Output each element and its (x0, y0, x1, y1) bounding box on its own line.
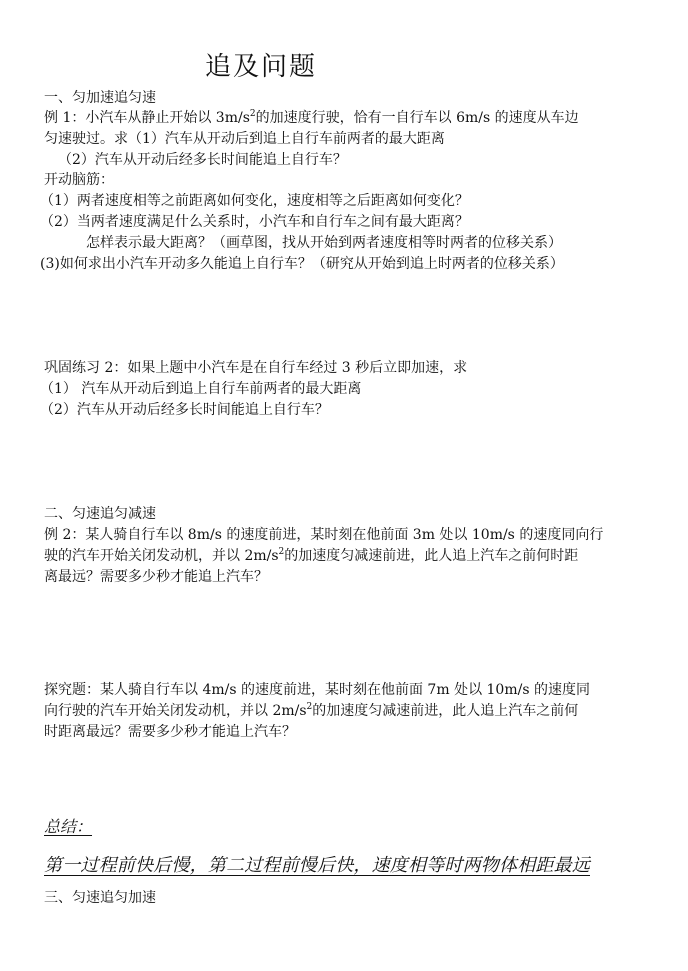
brain-question-2: （2）当两者速度满足什么关系时，小汽车和自行车之间有最大距离？ (40, 214, 469, 230)
brain-question-3: (3)如何求出小汽车开动多久能追上自行车？（研究从开始到追上时两者的位移关系） (40, 256, 564, 272)
explore-line1: 探究题：某人骑自行车以 4m/s 的速度前进，某时刻在他前面 7m 处以 10m/s 的速度同 (44, 682, 590, 698)
summary-body: 第一过程前快后慢，第二过程前慢后快，速度相等时两物体相距最远 (44, 855, 590, 876)
page-title: 追及问题 (205, 52, 318, 82)
brain-question-2b: 怎样表示最大距离？（画草图，找从开始到两者速度相等时两者的位移关系） (86, 235, 562, 251)
practice2-line3: （2）汽车从开动后经多长时间能追上自行车？ (40, 402, 329, 418)
example2-line1: 例 2：某人骑自行车以 8m/s 的速度前进，某时刻在他前面 3m 处以 10m/s 的速度同向行 (44, 527, 604, 543)
example2-line3: 离最远？需要多少秒才能追上汽车？ (44, 569, 268, 585)
example1-line3: （2）汽车从开动后经多长时间能追上自行车？ (58, 152, 347, 168)
practice2-line2: （1） 汽车从开动后到追上自行车前两者的最大距离 (40, 381, 362, 397)
section3-heading: 三、匀速追匀加速 (44, 890, 156, 906)
section2-heading: 二、匀速追匀减速 (44, 506, 156, 522)
example1-line2: 匀速驶过。求（1）汽车从开动后到追上自行车前两者的最大距离 (44, 131, 445, 147)
section1-heading: 一、匀加速追匀速 (44, 90, 156, 106)
explore-line2: 向行驶的汽车开始关闭发动机，并以 $2m/s^2$的加速度匀减速前进，此人追上汽车之前何 (44, 702, 579, 719)
practice2-line1: 巩固练习 2：如果上题中小汽车是在自行车经过 3 秒后立即加速，求 (44, 360, 468, 376)
summary-heading: 总结： (44, 817, 93, 836)
example2-line2: 驶的汽车开始关闭发动机，并以 $2m/s^2$的加速度匀减速前进，此人追上汽车之前何时距 (44, 547, 579, 564)
brain-question-1: （1）两者速度相等之前距离如何变化，速度相等之后距离如何变化？ (40, 193, 469, 209)
explore-line3: 时距离最远？需要多少秒才能追上汽车？ (44, 724, 296, 740)
brain-heading: 开动脑筋： (44, 172, 114, 188)
example1-line1: 例 1：小汽车从静止开始以 $3m/s^2$的加速度行驶，恰有一自行车以 6m/s 的速度从车边 (44, 109, 579, 126)
